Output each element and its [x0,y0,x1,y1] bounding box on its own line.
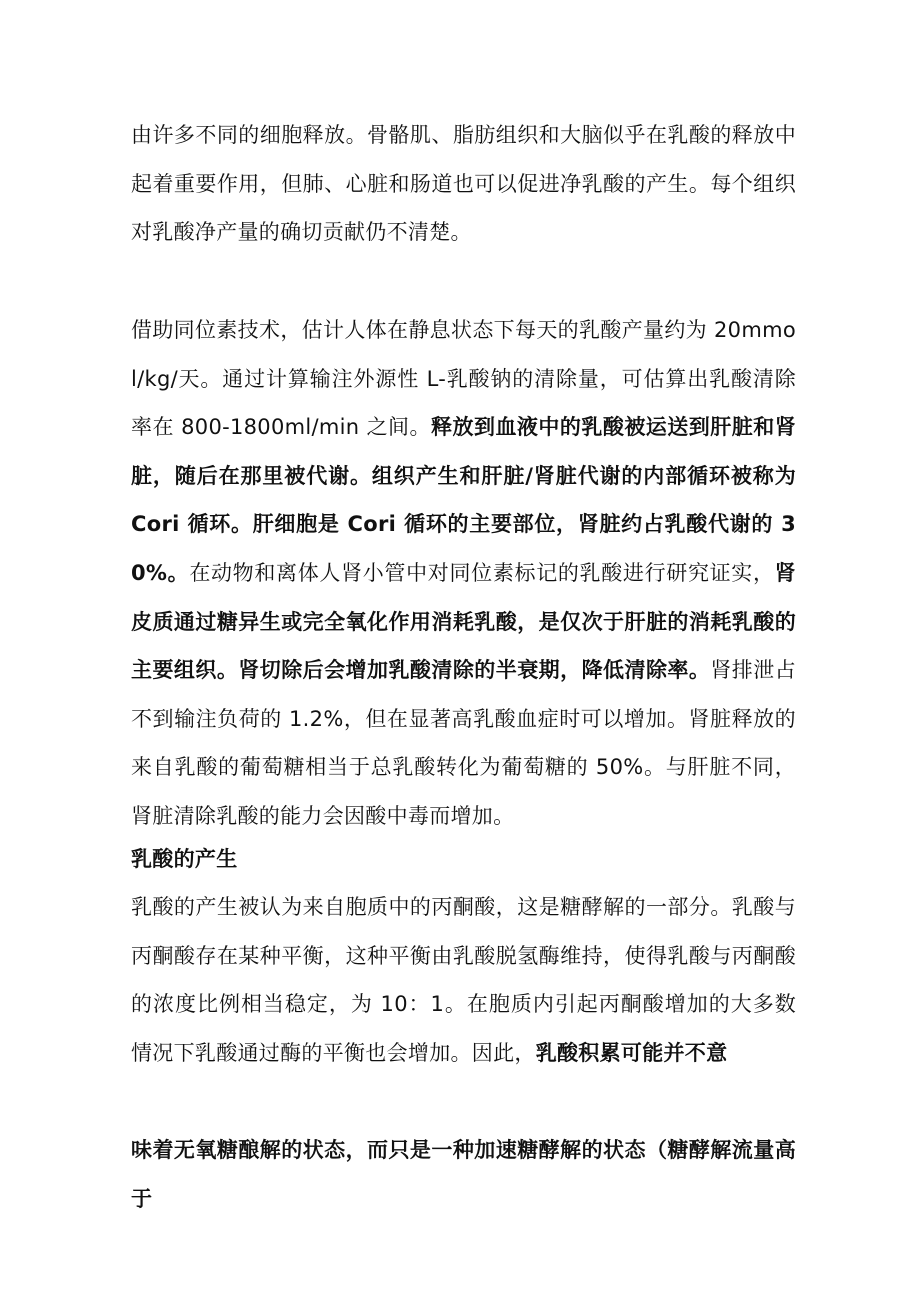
text-span: 乳酸的产生被认为来自胞质中的丙酮酸，这是糖酵解的一部分。乳酸与丙酮酸存在某种平衡，这种平衡由乳酸脱氢酶维持，使得乳酸与丙酮酸的浓度比例相当稳定，为 10：1。在胞质内引起丙酮酸增加的大多数情况下乳酸通过酶的平衡也会增加。因此， [131,895,796,1065]
paragraph-glycolysis-state [131,1126,796,1223]
text-span: 肾排泄占不到输注负荷的 1.2%，但在显著高乳酸血症时可以增加。肾脏释放的来自乳酸的葡萄糖相当于总乳酸转化为葡萄糖的 50%。与肝脏不同，肾脏清除乳酸的能力会因酸中毒而增加。 [131,658,796,828]
bold-text-span: 乳酸积累可能并不意 [535,1040,728,1065]
paragraph-lactate-clearance [131,306,796,841]
bold-text-span: 释放到血液中的乳酸被运送到肝脏和肾脏，随后在那里被代谢。组织产生和肝脏/肾脏代谢的内部循环被称为 Cori 循环。肝细胞是 Cori 循环的主要部位，肾脏约占乳酸代谢的 30%。 [131,415,796,585]
bold-text-span: 味着无氧糖酿解的状态，而只是一种加速糖酵解的状态（糖酵解流量高于 [131,1138,796,1211]
section-heading: 乳酸的产生 [131,847,238,871]
paragraph-text: 由许多不同的细胞释放。骨骼肌、脂肪组织和大脑似乎在乳酸的释放中起着重要作用，但肺、心脏和肠道也可以促进净乳酸的产生。每个组织对乳酸净产量的确切贡献仍不清楚。 [131,123,796,245]
paragraph-cell-lactate-release [131,111,796,257]
text-span: 借助同位素技术，估计人体在静息状态下每天的乳酸产量约为 20mmol/kg/天。通过计算输注外源性 L-乳酸钠的清除量，可估算出乳酸清除率在 800-1800ml/min 之间。 [131,318,796,440]
paragraph-lactate-production [131,883,796,1077]
bold-text-span: 肾皮质通过糖异生或完全氧化作用消耗乳酸，是仅次于肝脏的消耗乳酸的主要组织。肾切除后会增加乳酸清除的半衰期，降低清除率。 [131,560,796,683]
text-span: 在动物和离体人肾小管中对同位素标记的乳酸进行研究证实， [189,560,775,585]
